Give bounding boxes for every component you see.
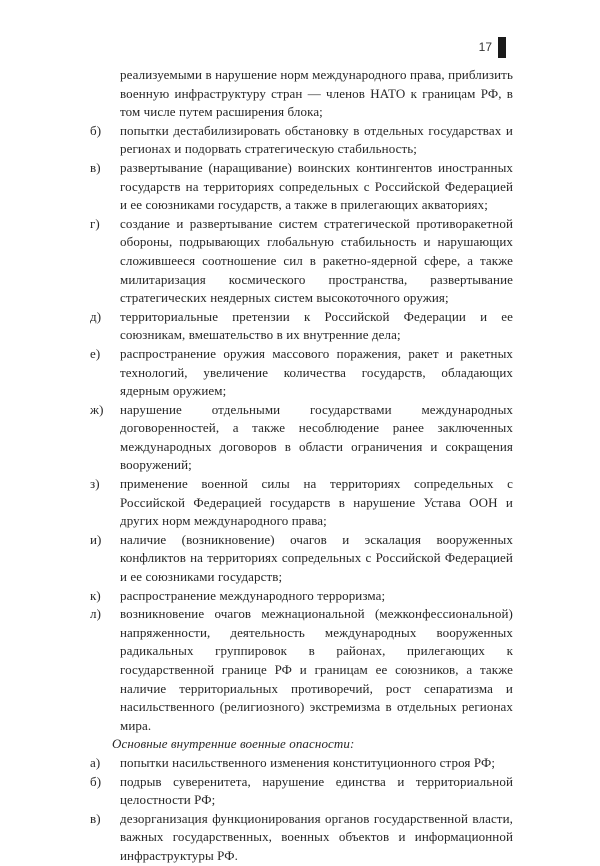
list-marker: и): [90, 531, 102, 547]
list-marker: б): [90, 122, 102, 138]
list-item-text: применение военной силы на территориях сопредельных с Российской Федерацией государств в нарушение Устава ООН и других норм международного права;: [120, 476, 513, 529]
list-marker: а): [90, 754, 101, 770]
list-marker: з): [90, 476, 100, 492]
list-item-text: нарушение отдельными государствами международных договоренностей, а также несоблюдение ранее заключенных международных договоров в области ограничения и сокращения вооружений;: [120, 401, 513, 473]
list-marker: в): [90, 159, 101, 175]
list-item-text: развертывание (наращивание) воинских контингентов иностранных государств на территориях сопредельных с Российской Федерацией и ее союзниками государств, а также в прилегающих акваториях;: [120, 159, 513, 213]
paragraph-continuation: реализуемыми в нарушение норм международного права, приблизить военную инфраструктуру стран — членов НАТО к границам РФ, в том числе путем расширения блока;: [120, 67, 513, 120]
list-marker: д): [90, 308, 102, 324]
list-item: [90, 531, 513, 587]
list-marker: в): [90, 810, 101, 826]
list-item-text: наличие (возникновение) очагов и эскалация вооруженных конфликтов на территориях сопредельных с Российской Федерацией и ее союзниками государств;: [120, 531, 513, 585]
list-item-text: распространение оружия массового поражения, ракет и ракетных технологий, увеличение количества государств, обладающих ядерным оружием;: [120, 345, 513, 399]
list-item: [90, 159, 513, 215]
list-item: [90, 754, 513, 773]
list-item: [90, 401, 513, 475]
page-marker-bar: [498, 37, 506, 58]
external-dangers-list: [90, 122, 513, 736]
list-item: [90, 215, 513, 308]
list-marker: ж): [90, 401, 104, 417]
list-item-text: распространение международного терроризма;: [120, 587, 386, 603]
list-item: [90, 587, 513, 606]
list-marker: б): [90, 773, 102, 789]
list-item-text: дезорганизация функционирования органов государственной власти, важных государственных, военных объектов и информационной инфраструктуры РФ.: [120, 810, 513, 863]
list-marker: е): [90, 345, 101, 361]
list-marker: к): [90, 587, 101, 603]
list-item-text: подрыв суверенитета, нарушение единства и территориальной целостности РФ;: [120, 773, 513, 808]
list-item-text: возникновение очагов межнациональной (межконфессиональной) напряженности, деятельность международных вооруженных радикальных группировок в районах, прилегающих к государственной границе РФ и границам ее союзников, а также наличие территориальных противоречий, рост сепаратизма и насильственного (религиозного) экстремизма в отдельных регионах мира.: [120, 606, 513, 733]
list-item-text: территориальные претензии к Российской Федерации и ее союзникам, вмешательство в их внутренние дела;: [120, 308, 513, 343]
list-item: [90, 475, 513, 531]
list-item: [90, 308, 513, 345]
list-item: [90, 122, 513, 159]
list-item: [90, 773, 513, 810]
internal-dangers-list: [90, 754, 513, 866]
list-marker: л): [90, 606, 102, 622]
list-item-text: создание и развертывание систем стратегической противоракетной обороны, подрывающих глобальную стабильность и нарушающих сложившееся соотношение сил в ракетно-ядерной сфере, а также милитаризация космического пространства, развертывание стратегических неядерных систем высокоточного оружия;: [120, 215, 513, 306]
list-item-text: попытки насильственного изменения конституционного строя РФ;: [120, 754, 496, 770]
section-heading: Основные внутренние военные опасности:: [112, 736, 355, 752]
list-item: [90, 605, 513, 735]
page-number: 17: [478, 40, 492, 54]
document-body: [90, 66, 513, 866]
list-marker: г): [90, 215, 100, 231]
list-item: [90, 810, 513, 866]
list-item-text: попытки дестабилизировать обстановку в отдельных государствах и регионах и подорвать стратегическую стабильность;: [120, 122, 513, 157]
list-item: [90, 345, 513, 401]
